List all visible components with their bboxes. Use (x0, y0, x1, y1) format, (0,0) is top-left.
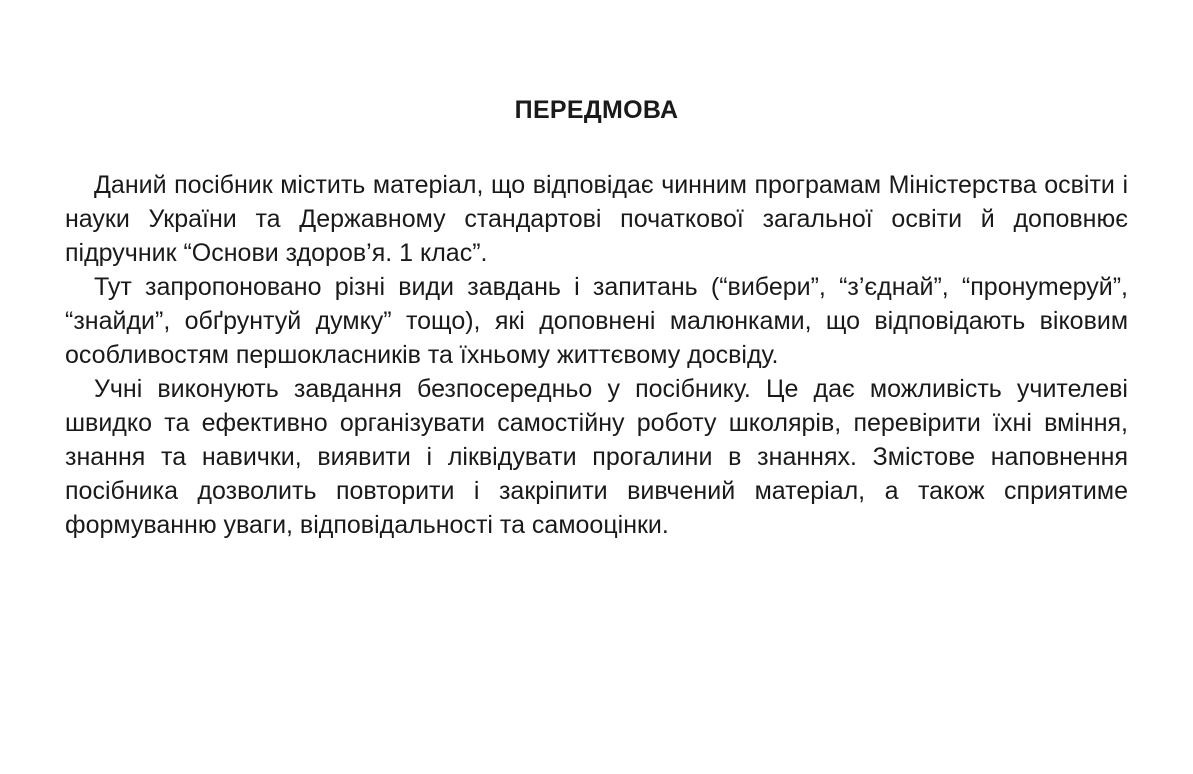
document-page (65, 94, 1128, 542)
page-title: ПЕРЕДМОВА (514, 96, 679, 124)
paragraph-2: Тут запропоновано різні види завдань і запитань (“вибери”, “з’єднай”, “пронуmеруй”, “знайди”, обґрунтуй думку” тощо), які доповнені малюнками, що відповідають віковим особливостям першокласників та їхньому життєвому досвіду. (65, 273, 1128, 369)
paragraph-3: Учні виконують завдання безпосередньо у посібнику. Це дає можливість учителеві швидко та ефективно організувати самостійну роботу школярів, перевірити їхні вміння, знання та навички, виявити і ліквідувати прогалини в знаннях. Змістове наповнення посібника дозволить повторити і закріпити вивчений матеріал, а також сприятиме формуванню уваги, відповідальності та самооцінки. (65, 375, 1128, 539)
paragraph-1: Даний посібник містить матеріал, що відповідає чинним програмам Міністерства освіти і науки України та Державному стандартові початкової загальної освіти й доповнює підручник “Основи здоров’я. 1 клас”. (65, 171, 1128, 267)
